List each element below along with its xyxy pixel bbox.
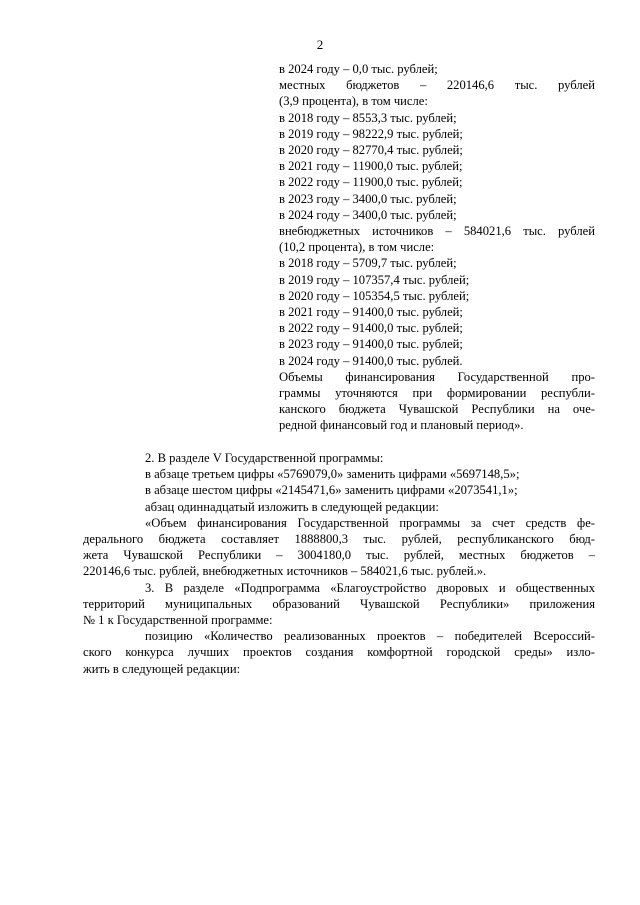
text-line: в 2018 году – 8553,3 тыс. рублей; [279,110,457,125]
text-line: канского бюджета Чувашской Республики на оче- [279,402,595,417]
text-line: 220146,6 тыс. рублей, внебюджетных источников – 584021,6 тыс. рублей.». [83,564,487,579]
text-line: внебюджетных источников – 584021,6 тыс. рублей [279,224,595,239]
text-line: в 2018 году – 5709,7 тыс. рублей; [279,256,457,271]
text-line: в 2019 году – 107357,4 тыс. рублей; [279,272,470,287]
text-line: в 2023 году – 91400,0 тыс. рублей; [279,337,463,352]
text-line: ского конкурса лучших проектов создания комфортной городской среды» изло- [83,645,595,660]
text-line: в абзаце шестом цифры «2145471,6» заменить цифрами «2073541,1»; [145,483,518,498]
text-line: «Объем финансирования Государственной программы за счет средств фе- [145,515,595,530]
text-line: (10,2 процента), в том числе: [279,240,435,255]
text-line: в 2019 году – 98222,9 тыс. рублей; [279,126,463,141]
page-number: 2 [316,37,324,52]
text-line: в 2021 году – 11900,0 тыс. рублей; [279,159,463,174]
financing-column [279,61,595,434]
text-line: дерального бюджета составляет 1888800,3 тыс. рублей, республиканского бюд- [83,532,595,547]
text-line: территорий муниципальных образований Чувашской Республики» приложения [83,596,595,611]
text-line: в 2024 году – 91400,0 тыс. рублей. [279,353,463,368]
text-line: в 2022 году – 11900,0 тыс. рублей; [279,175,463,190]
text-line: местных бюджетов – 220146,6 тыс. рублей [279,78,595,93]
item-3-heading: 3. В разделе «Подпрограмма «Благоустройство дворовых и общественных [145,580,595,595]
amendment-text [83,450,595,677]
text-line: в 2024 году – 0,0 тыс. рублей; [279,62,438,76]
text-line: в 2020 году – 82770,4 тыс. рублей; [279,143,463,158]
text-line: позицию «Количество реализованных проектов – победителей Всероссий- [145,629,595,644]
item-2-heading: 2. В разделе V Государственной программы: [145,451,384,465]
text-line: в 2020 году – 105354,5 тыс. рублей; [279,288,470,303]
text-line: (3,9 процента), в том числе: [279,94,428,109]
text-line: редной финансовый год и плановый период». [279,418,524,433]
text-line: абзац одиннадцатый изложить в следующей редакции: [145,499,439,514]
text-line: Объемы финансирования Государственной про- [279,369,595,384]
text-line: в 2021 году – 91400,0 тыс. рублей; [279,305,463,320]
text-line: в 2024 году – 3400,0 тыс. рублей; [279,207,457,222]
text-line: в абзаце третьем цифры «5769079,0» заменить цифрами «5697148,5»; [145,467,520,482]
text-line: жить в следующей редакции: [83,661,241,676]
text-line: граммы уточняются при формировании республи- [279,386,595,401]
text-line: жета Чувашской Республики – 3004180,0 тыс. рублей, местных бюджетов – [83,548,595,563]
text-line: в 2023 году – 3400,0 тыс. рублей; [279,191,457,206]
text-line: в 2022 году – 91400,0 тыс. рублей; [279,321,463,336]
text-line: № 1 к Государственной программе: [83,613,273,628]
